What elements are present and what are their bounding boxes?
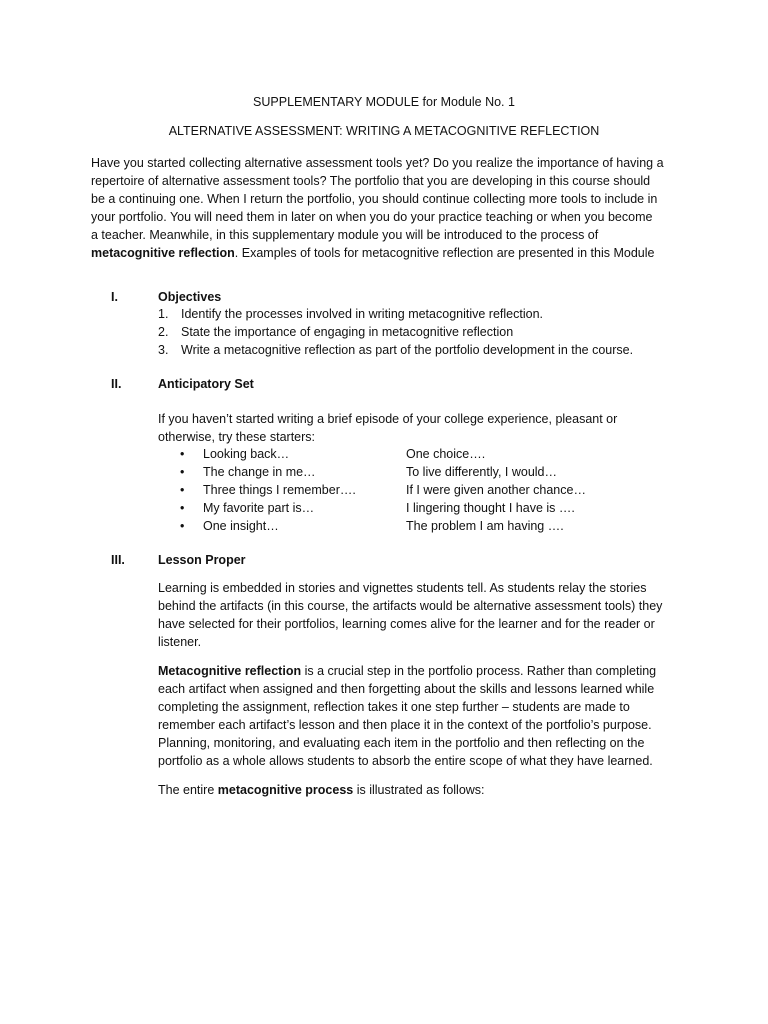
list-item [180, 481, 600, 499]
intro-line: be a continuing one. When I return the portfolio, you should continue collecting more tools to include in [91, 192, 658, 206]
starter-right: If I were given another chance… [406, 483, 586, 497]
lesson-paragraph-1 [158, 579, 678, 651]
item-number: 2. [158, 325, 169, 339]
module-subtitle: ALTERNATIVE ASSESSMENT: WRITING A METACOGNITIVE REFLECTION [168, 124, 600, 138]
section-number-anticipatory: II. [111, 377, 122, 391]
bullet-icon: • [180, 465, 185, 479]
paragraph-line: have selected for their portfolios, learning comes alive for the learner and for the reader or [158, 617, 655, 631]
starter-right: To live differently, I would… [406, 465, 557, 479]
starter-right: One choice…. [406, 447, 486, 461]
paragraph-line [158, 781, 678, 799]
intro-paragraph [91, 154, 681, 262]
list-item [180, 499, 600, 517]
text-post: is illustrated as follows: [353, 783, 485, 797]
starters-list [180, 445, 600, 535]
paragraph-line: remember each artifact’s lesson and then place it in the context of the portfolio’s purpose. [158, 718, 652, 732]
intro-line: a teacher. Meanwhile, in this supplementary module you will be introduced to the process of [91, 228, 599, 242]
section-heading-anticipatory: Anticipatory Set [158, 377, 254, 391]
section-heading-lesson: Lesson Proper [158, 553, 246, 567]
bullet-icon: • [180, 501, 185, 515]
item-text: State the importance of engaging in metacognitive reflection [181, 325, 514, 339]
intro-line-last [91, 244, 681, 262]
paragraph-line: Learning is embedded in stories and vignettes students tell. As students relay the stories [158, 581, 647, 595]
paragraph-line: each artifact when assigned and then forgetting about the skills and lessons learned while [158, 682, 655, 696]
paragraph-line: portfolio as a whole allows students to absorb the entire scope of what they have learned. [158, 754, 653, 768]
section-number-objectives: I. [111, 290, 118, 304]
bold-term: Metacognitive reflection [158, 664, 302, 678]
intro-line-rest: . Examples of tools for metacognitive reflection are presented in this Module [234, 246, 655, 260]
starter-right: I lingering thought I have is …. [406, 501, 575, 515]
item-text: Identify the processes involved in writing metacognitive reflection. [181, 307, 543, 321]
paragraph-line: listener. [158, 635, 202, 649]
intro-line: your portfolio. You will need them in later on when you do your practice teaching or when you become [91, 210, 653, 224]
starter-left: Looking back… [203, 447, 290, 461]
paragraph-line-first [158, 662, 678, 680]
prompt-line: otherwise, try these starters: [158, 430, 316, 444]
bullet-icon: • [180, 483, 185, 497]
module-title: SUPPLEMENTARY MODULE for Module No. 1 [253, 95, 515, 109]
starter-left: My favorite part is… [203, 501, 315, 515]
list-item [180, 463, 600, 481]
list-item [158, 323, 633, 341]
lesson-paragraph-3 [158, 781, 678, 799]
bullet-icon: • [180, 519, 185, 533]
item-number: 3. [158, 343, 169, 357]
paragraph-line-rest: is a crucial step in the portfolio process. Rather than completing [301, 664, 657, 678]
item-number: 1. [158, 307, 169, 321]
list-item [180, 445, 600, 463]
starter-left: One insight… [203, 519, 279, 533]
intro-line: Have you started collecting alternative assessment tools yet? Do you realize the importance of having a [91, 156, 664, 170]
intro-line: repertoire of alternative assessment tools? The portfolio that you are developing in this course should [91, 174, 651, 188]
paragraph-line: Planning, monitoring, and evaluating each item in the portfolio and then reflecting on the [158, 736, 645, 750]
text-pre: The entire [158, 783, 218, 797]
lesson-paragraph-2 [158, 662, 678, 770]
bold-term: metacognitive process [217, 783, 354, 797]
section-number-lesson: III. [111, 553, 125, 567]
bold-term: metacognitive reflection [91, 246, 235, 260]
paragraph-line: behind the artifacts (in this course, the artifacts would be alternative assessment tools) they [158, 599, 663, 613]
paragraph-line: completing the assignment, reflection takes it one step further – students are made to [158, 700, 630, 714]
starter-left: Three things I remember…. [203, 483, 356, 497]
bullet-icon: • [180, 447, 185, 461]
list-item [180, 517, 600, 535]
prompt-line: If you haven’t started writing a brief episode of your college experience, pleasant or [158, 412, 618, 426]
starter-right: The problem I am having …. [406, 519, 564, 533]
starter-left: The change in me… [203, 465, 316, 479]
item-text: Write a metacognitive reflection as part of the portfolio development in the course. [181, 343, 634, 357]
section-heading-objectives: Objectives [158, 290, 222, 304]
list-item [158, 305, 633, 323]
objectives-list [158, 305, 633, 359]
list-item [158, 341, 633, 359]
anticipatory-prompt [158, 410, 678, 446]
